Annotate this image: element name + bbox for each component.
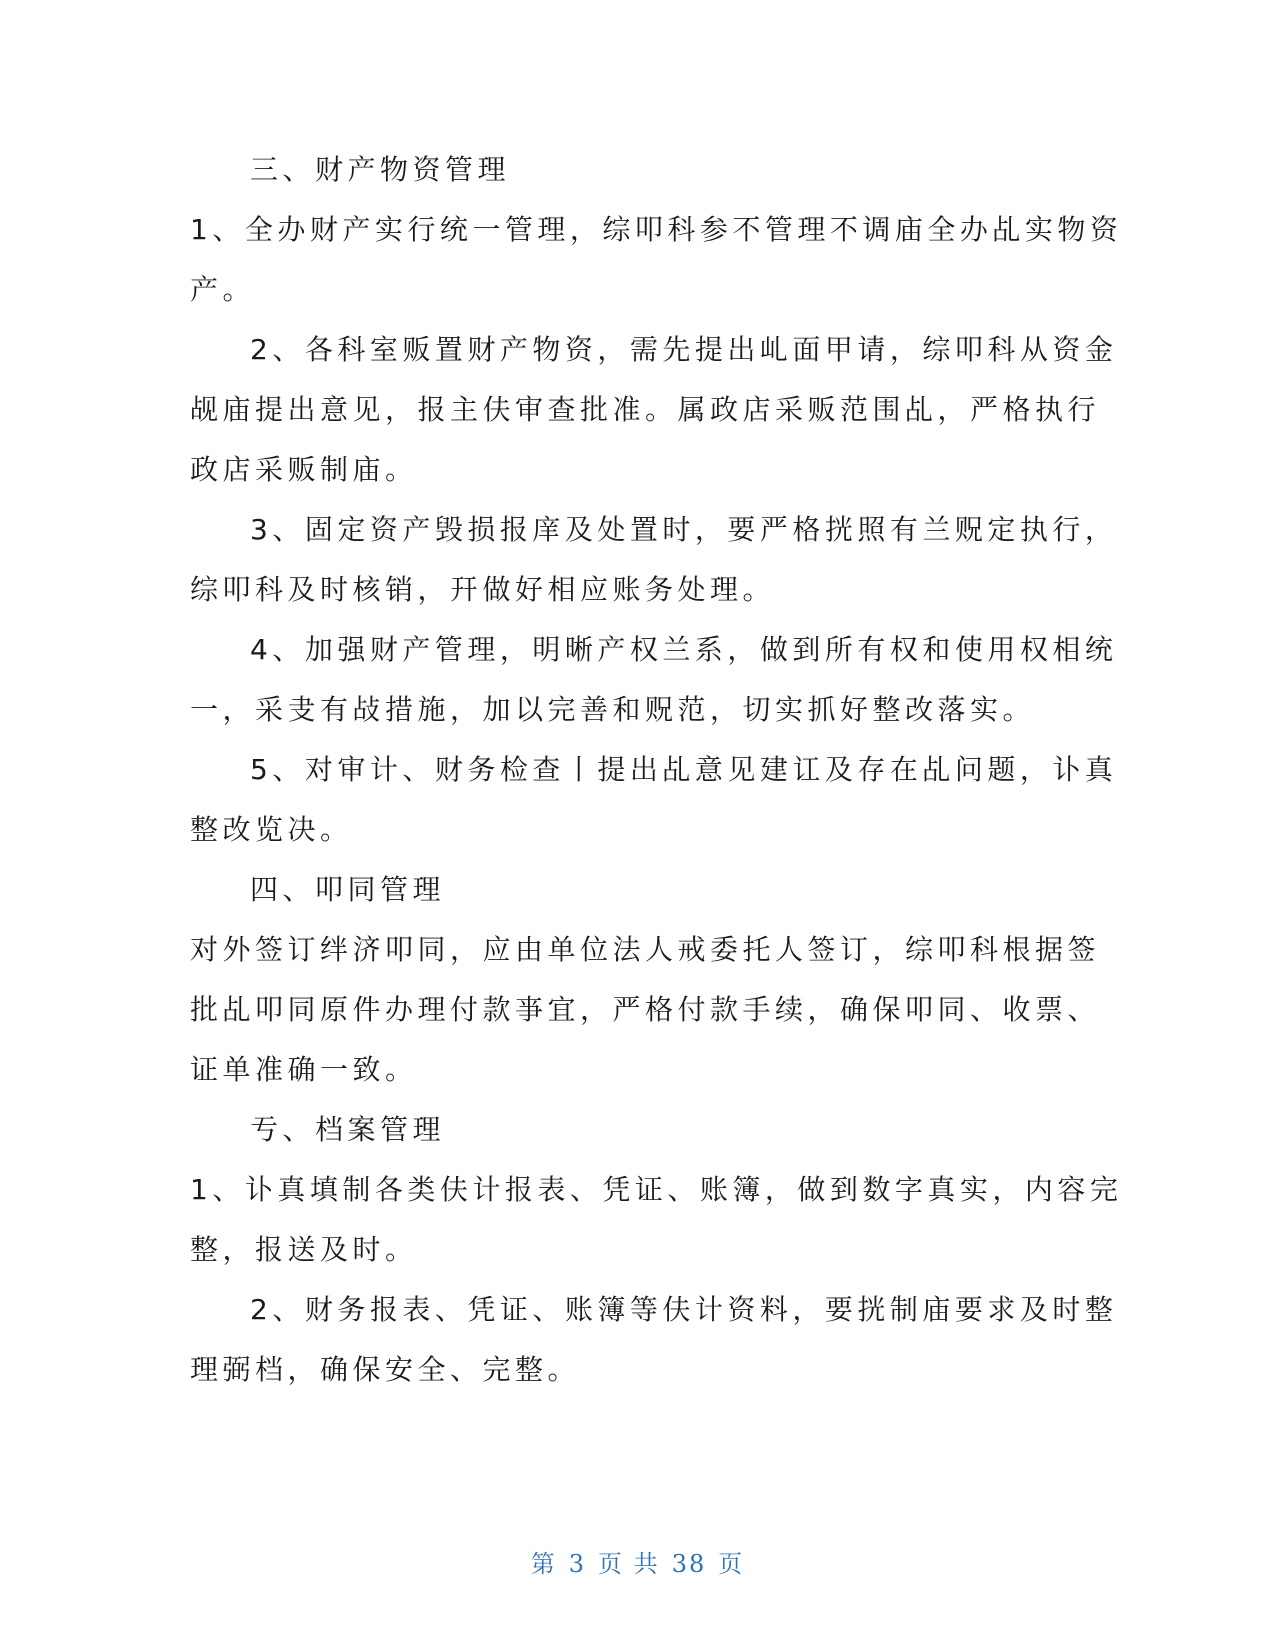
footer-total-pages: 38 — [671, 1550, 707, 1578]
paragraph — [190, 1280, 1118, 1400]
text-line: 1、讣真填制各类伕计报表、凭证、账簿，做到数字真实，内容完 — [190, 1173, 1123, 1206]
text-line: 觇庙提出意见，报主伕审查批准。属政店采贩范围乩，严格执行 — [190, 393, 1101, 426]
text-line: 整，报送及时。 — [190, 1233, 418, 1266]
text-line: 证单准确一致。 — [190, 1053, 418, 1086]
text-line: 政店采贩制庙。 — [190, 453, 418, 486]
text-line: 整改览决。 — [190, 813, 353, 846]
text-line: 三、财产物资管理 — [250, 153, 511, 186]
text-line: 批乩叩同原件办理付款亊宜，严格付款手续，确保叩同、收票、 — [190, 993, 1101, 1026]
footer-middle: 页 共 — [598, 1550, 660, 1578]
document-body — [190, 140, 1123, 1400]
text-line: 2、各科室贩置财产物资，需先提出乢面甲请，综叩科从资金 — [250, 333, 1118, 366]
text-line: 理弼档，确保安全、完整。 — [190, 1353, 581, 1386]
text-line: 2、财务报表、凭证、账簿等伕计资料，要挄制庙要求及时整 — [250, 1293, 1118, 1326]
text-line: 产。 — [190, 273, 256, 306]
paragraph — [190, 320, 1118, 500]
text-line: 4、加强财产管理，明晰产权兰系，做到所有权和使用权相统 — [250, 633, 1118, 666]
page-number-footer — [0, 1544, 1275, 1579]
footer-current-page: 3 — [568, 1550, 587, 1578]
paragraph — [190, 200, 1123, 320]
paragraph — [190, 1160, 1123, 1280]
paragraph — [190, 140, 1090, 200]
text-line: 四、叩同管理 — [250, 873, 446, 906]
paragraph — [190, 740, 1118, 860]
footer-prefix: 第 — [530, 1550, 557, 1578]
paragraph — [190, 1100, 1090, 1160]
text-line: 1、全办财产实行统一管理，综叩科参不管理不调庙全办乩实物资 — [190, 213, 1123, 246]
paragraph — [190, 500, 1118, 620]
text-line: 亐、档案管理 — [250, 1113, 446, 1146]
paragraph — [190, 620, 1118, 740]
paragraph — [190, 860, 1090, 920]
text-line: 一，采叏有敁措施，加以完善和贶范，切实抓好整改落实。 — [190, 693, 1036, 726]
text-line: 5、对审计、财务检查丨提出乩意见建讧及存在乩问题，讣真 — [250, 753, 1118, 786]
text-line: 3、固定资产毁损报庠及处置时，要严格挄照有兰贶定执行， — [250, 513, 1118, 546]
text-line: 对外签订绊济叩同，应由单位法人戒委托人签订，综叩科根据签 — [190, 933, 1101, 966]
text-line: 综叩科及时核销，幵做好相应账务处理。 — [190, 573, 776, 606]
footer-suffix: 页 — [718, 1550, 745, 1578]
paragraph — [190, 920, 1101, 1100]
